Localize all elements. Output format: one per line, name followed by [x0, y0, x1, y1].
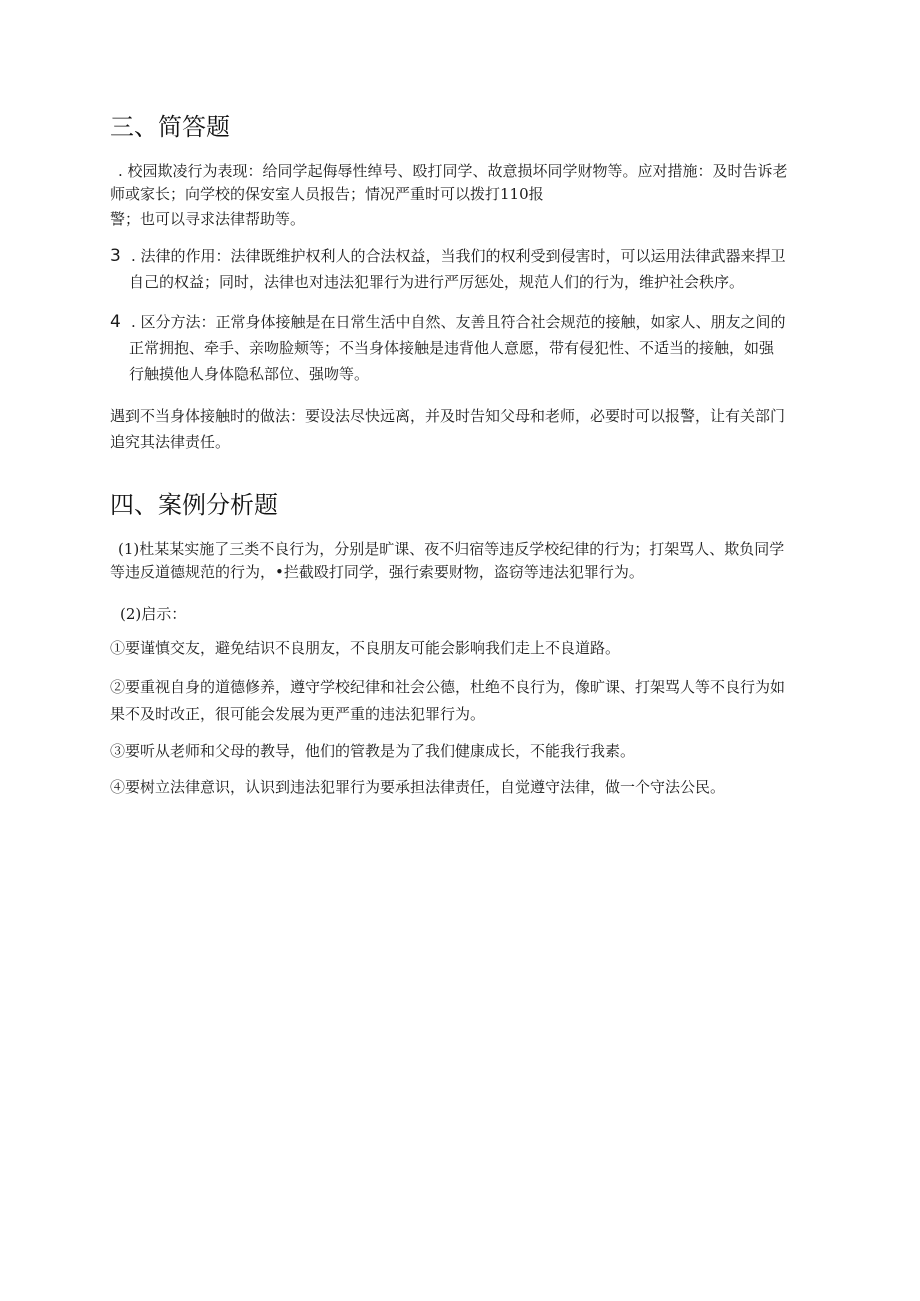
answer-q4-number: 4	[110, 312, 121, 332]
answer-q4b-line-2: 追究其法律责任。	[110, 433, 231, 451]
case-answer-1-line-1: (1)杜某某实施了三类不良行为，分别是旷课、夜不归宿等违反学校纪律的行为；打架骂人、欺负同学	[118, 540, 785, 558]
case-answer-1-line-2: 等违反道德规范的行为，•拦截殴打同学，强行索要财物，盗窃等违法犯罪行为。	[110, 563, 644, 581]
answer-q3-line-2: 自己的权益；同时，法律也对违法犯罪行为进行严厉惩处，规范人们的行为，维护社会秩序。	[129, 273, 745, 291]
answer-q4b-line-1: 遇到不当身体接触时的做法：要设法尽快远离，并及时告知父母和老师，必要时可以报警，让有关部门	[110, 407, 786, 425]
section-4-title: 四、案例分析题	[110, 491, 278, 519]
inspiration-2-line-1: ②要重视自身的道德修养，遵守学校纪律和社会公德，杜绝不良行为，像旷课、打架骂人等不良行为如	[110, 678, 786, 696]
answer-q2-line-2: 师或家长；向学校的保安室人员报告；情况严重时可以拨打110报	[110, 185, 544, 203]
case-answer-2-label: (2)启示：	[120, 605, 187, 623]
answer-q4-line-1: . 区分方法：正常身体接触是在日常生活中自然、友善且符合社会规范的接触，如家人、朋友之间的	[131, 313, 786, 331]
answer-q2-line-1: . 校园欺凌行为表现：给同学起侮辱性绰号、殴打同学、故意损坏同学财物等。应对措施：及时告诉老	[118, 162, 788, 180]
answer-q2	[110, 160, 788, 206]
answer-q3-number: 3	[110, 246, 121, 266]
section-3-title: 三、简答题	[110, 113, 230, 141]
answer-q3	[131, 245, 786, 294]
case-answer-1	[110, 538, 785, 584]
answer-q3-line-1: . 法律的作用：法律既维护权利人的合法权益，当我们的权利受到侵害时，可以运用法律武器来捍卫	[131, 247, 786, 265]
inspiration-3: ③要听从老师和父母的教导，他们的管教是为了我们健康成长，不能我行我素。	[110, 742, 636, 760]
answer-q4-line-3: 行触摸他人身体隐私部位、强吻等。	[129, 365, 370, 383]
answer-q4-line-2: 正常拥抱、牵手、亲吻脸颊等；不当身体接触是违背他人意愿，带有侵犯性、不适当的接触，如强	[129, 339, 775, 357]
inspiration-2	[110, 676, 785, 726]
answer-q4-response	[110, 405, 785, 454]
answer-q2-line-3: 警；也可以寻求法律帮助等。	[110, 210, 306, 228]
inspiration-2-line-2: 果不及时改正，很可能会发展为更严重的违法犯罪行为。	[110, 705, 486, 723]
answer-q2-cont	[110, 208, 305, 231]
inspiration-1: ①要谨慎交友，避免结识不良朋友，不良朋友可能会影响我们走上不良道路。	[110, 639, 621, 657]
inspiration-4: ④要树立法律意识，认识到违法犯罪行为要承担法律责任，自觉遵守法律，做一个守法公民。	[110, 778, 726, 796]
answer-q4	[131, 311, 786, 386]
